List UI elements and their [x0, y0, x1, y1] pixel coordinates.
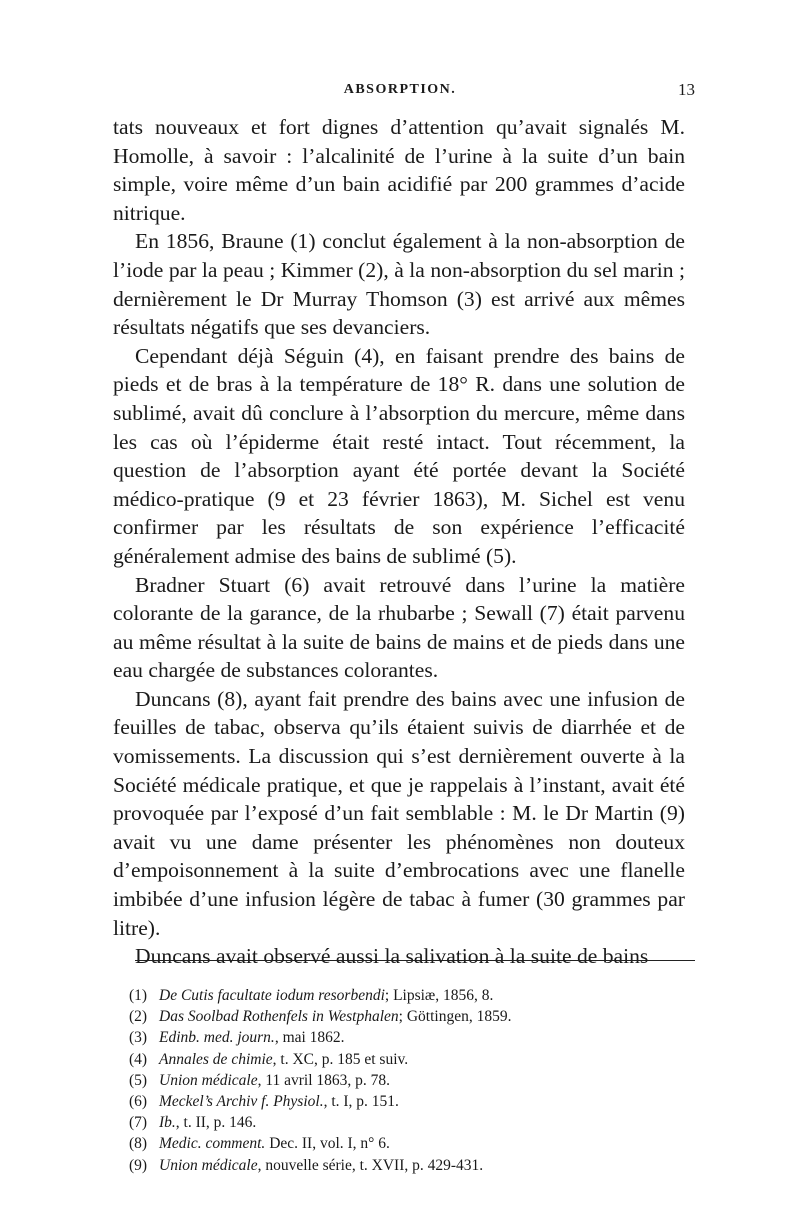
footnote-detail: , t. I, p. 151. [323, 1093, 399, 1111]
footnote [129, 1112, 689, 1133]
paragraph: Bradner Stuart (6) avait retrouvé dans l’urine la matière colorante de la garance, de la rhubarbe ; Sewall (7) était parvenu au même résultat à la suite de bains de mains et de pieds dans une eau chargée de substances colorantes. [113, 572, 685, 683]
footnote-number: (3) [129, 1029, 148, 1047]
footnote [129, 1091, 689, 1112]
footnotes [129, 985, 689, 1176]
footnote [129, 1006, 689, 1027]
footnote-detail: ; Göttingen, 1859. [398, 1008, 512, 1026]
footnote [129, 1049, 689, 1070]
footnote-number: (6) [129, 1093, 148, 1111]
page-number: 13 [678, 80, 695, 99]
footnote-detail: , t. II, p. 146. [175, 1114, 257, 1132]
footnote [129, 1133, 689, 1154]
footnote-title: Edinb. med. journ. [159, 1029, 275, 1047]
footnote-number: (9) [129, 1156, 148, 1174]
footnote-number: (8) [129, 1135, 148, 1153]
footnote-detail: , nouvelle série, t. XVII, p. 429-431. [257, 1156, 484, 1174]
footnote-detail: , t. XC, p. 185 et suiv. [272, 1050, 409, 1068]
footnote-title: Das Soolbad Rothenfels in Westphalen [159, 1008, 399, 1026]
footnote-number: (1) [129, 987, 148, 1004]
footnote-detail: Dec. II, vol. I, n° 6. [265, 1135, 390, 1153]
footnote-detail: ; Lipsiæ, 1856, 8. [384, 987, 494, 1004]
footnote [129, 1155, 689, 1176]
paragraph: Duncans (8), ayant fait prendre des bains avec une infusion de feuilles de tabac, observa qu’ils étaient suivis de diarrhée et de vomissements. La discussion qui s’est dernièrement ouverte à la Société médicale pratique, et que je rappelais à l’instant, avait été provoquée par l’exposé d’un fait semblable : M. le Dr Martin (9) avait vu une dame présenter les phénomènes non douteux d’empoisonnement à la suite d’embrocations avec une flanelle imbibée d’une infusion légère de tabac à fumer (30 grammes par litre). [113, 686, 685, 940]
footnote-title: Ib. [159, 1114, 176, 1132]
footnote [129, 1027, 689, 1048]
footnote-title: Union médicale [159, 1071, 258, 1089]
footnote-number: (5) [129, 1071, 148, 1089]
footnote-title: Medic. comment. [159, 1135, 266, 1153]
footnote-number: (4) [129, 1050, 148, 1068]
footnote-detail: , mai 1862. [274, 1029, 345, 1047]
footnote [129, 985, 689, 1006]
paragraph: tats nouveaux et fort dignes d’attention qu’avait signalés M. Homolle, à savoir : l’alcalinité de l’urine à la suite d’un bain simple, voire même d’un bain acidifié par 200 grammes d’acide nitrique. [113, 115, 685, 225]
footnote-number: (7) [129, 1114, 148, 1132]
footnote-title: Meckel’s Archiv f. Physiol. [159, 1093, 324, 1111]
paragraph: Duncans avait observé aussi la salivation à la suite de bains [135, 944, 649, 969]
running-title: ABSORPTION. [343, 82, 457, 97]
footnote-detail: , 11 avril 1863, p. 78. [257, 1071, 391, 1089]
main-text [113, 113, 685, 971]
footnote-title: Union médicale [159, 1156, 258, 1174]
footnote-title: Annales de chimie [159, 1050, 273, 1068]
footnote-separator [135, 960, 695, 961]
paragraph: Cependant déjà Séguin (4), en faisant prendre des bains de pieds et de bras à la température de 18° R. dans une solution de sublimé, avait dû conclure à l’absorption du mercure, même dans les cas où l’épiderme était resté intact. Tout récemment, la question de l’absorption ayant été portée devant la Société médico-pratique (9 et 23 février 1863), M. Sichel est venu confirmer par les résultats de son expérience l’efficacité généralement admise des bains de sublimé (5). [113, 343, 685, 568]
footnote [129, 1070, 689, 1091]
footnote-number: (2) [129, 1008, 148, 1026]
footnote-title: De Cutis facultate iodum resorbendi [159, 987, 385, 1004]
paragraph: En 1856, Braune (1) conclut également à la non-absorption de l’iode par la peau ; Kimmer (2), à la non-absorption du sel marin ; dernièrement le Dr Murray Thomson (3) est arrivé aux mêmes résultats négatifs que ses devanciers. [113, 229, 685, 340]
